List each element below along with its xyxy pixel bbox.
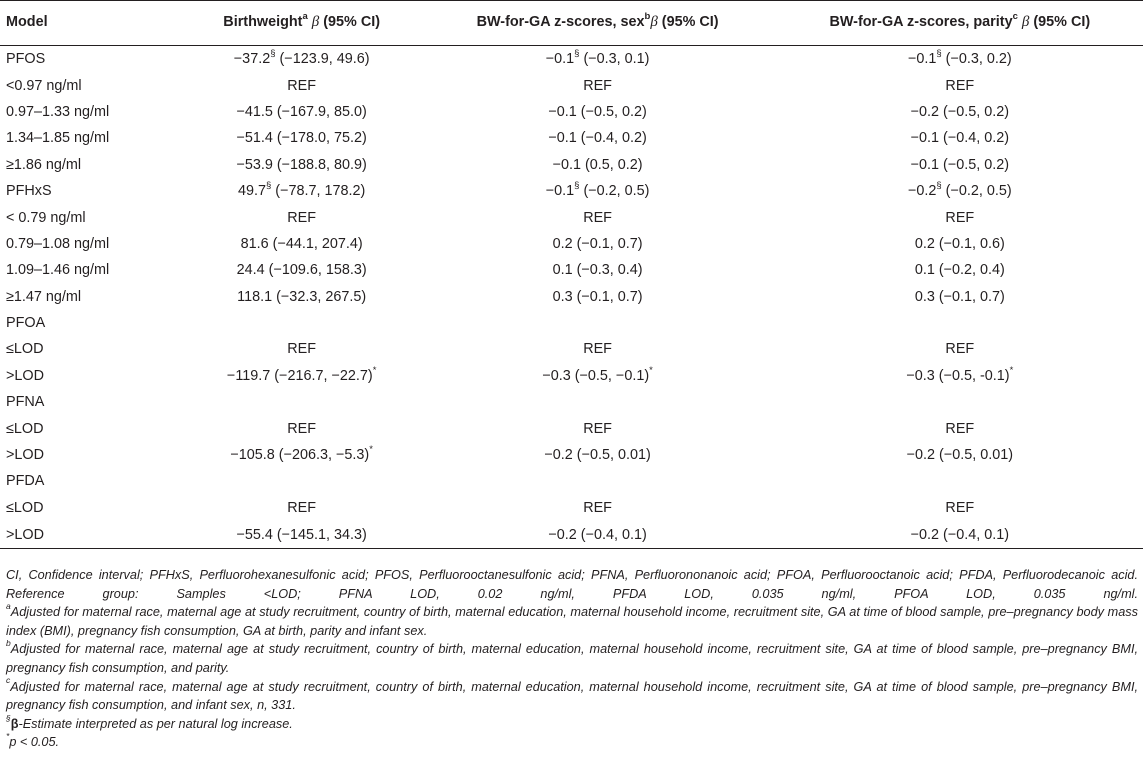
cell-birthweight-value: 118.1 (−32.3, 267.5) (237, 288, 367, 305)
footnote-a (6, 600, 1138, 640)
cell-sex-value: −0.1 (−0.4, 0.2) (548, 130, 647, 147)
cell-sex-value: −0.1 (−0.5, 0.2) (548, 103, 647, 120)
footnote-a-text: Adjusted for maternal race, maternal age at study recruitment, country of birth, maternal education, maternal household income, recruitment site, GA at time of blood sample, pre–pregnancy body mass index (BMI), pregnancy fish consumption, GA at birth, parity and infant sex. (6, 605, 1138, 638)
cell-birthweight (185, 495, 419, 521)
cell-parity (777, 72, 1143, 98)
cell-sex-footnote-mark: * (649, 365, 653, 377)
header-sex-footnote-mark: b (644, 10, 651, 22)
header-model-label: Model (6, 14, 48, 30)
cell-birthweight (185, 284, 419, 310)
cell-parity-value: REF (945, 420, 975, 437)
cell-parity-footnote-mark: § (936, 48, 942, 60)
table-row (0, 152, 1143, 178)
footnote-abbreviations (6, 566, 1138, 603)
header-parity (777, 1, 1143, 46)
cell-parity-value: 0.2 (−0.1, 0.6) (914, 235, 1005, 252)
cell-parity-ci: (−0.3, 0.2) (941, 51, 1012, 68)
cell-model: <0.97 ng/ml (6, 77, 82, 94)
cell-sex-value: REF (583, 341, 612, 358)
footnote-p-text: p < 0.05. (9, 735, 60, 750)
cell-birthweight (185, 46, 419, 73)
cell-parity (777, 363, 1143, 389)
cell-parity (777, 152, 1143, 178)
cell-sex (419, 468, 777, 494)
table-row (0, 231, 1143, 257)
cell-birthweight (185, 442, 419, 468)
cell-parity (777, 389, 1143, 415)
table-row (0, 521, 1143, 549)
cell-birthweight-value: 49.7 (237, 183, 266, 200)
cell-sex (419, 125, 777, 151)
cell-birthweight (185, 389, 419, 415)
cell-parity (777, 442, 1143, 468)
cell-parity-value: −0.1 (−0.5, 0.2) (910, 156, 1010, 173)
cell-sex-value: REF (583, 77, 612, 94)
footnote-c (6, 675, 1138, 715)
cell-model: >LOD (6, 367, 44, 384)
cell-sex (419, 389, 777, 415)
cell-parity (777, 468, 1143, 494)
table-row (0, 415, 1143, 441)
cell-birthweight-value: −37.2 (233, 51, 271, 68)
cell-sex (419, 336, 777, 362)
cell-parity-value: REF (945, 77, 975, 94)
cell-parity-value: REF (945, 499, 975, 516)
cell-model: PFNA (6, 394, 45, 411)
cell-parity (777, 99, 1143, 125)
cell-birthweight-value: REF (287, 77, 317, 94)
cell-birthweight (185, 310, 419, 336)
table-row (0, 310, 1143, 336)
cell-sex (419, 178, 777, 204)
cell-model: ≥1.47 ng/ml (6, 288, 82, 305)
footnote-p (6, 733, 1138, 752)
cell-parity-value: −0.3 (−0.5, -0.1) (906, 367, 1010, 384)
cell-model: ≤LOD (6, 499, 44, 516)
header-sex-beta: β (650, 13, 658, 30)
cell-birthweight (185, 336, 419, 362)
footnote-c-text: Adjusted for maternal race, maternal age at study recruitment, country of birth, maternal education, maternal household income, recruitment site, GA at time of blood sample, pre–pregnancy BMI, pregnancy fish consumption, and infant sex, n, 331. (6, 679, 1138, 713)
cell-birthweight (185, 415, 419, 441)
cell-parity (777, 495, 1143, 521)
cell-birthweight (185, 125, 419, 151)
header-model (0, 1, 185, 46)
cell-birthweight (185, 99, 419, 125)
header-birthweight-footnote-mark: a (302, 10, 308, 22)
cell-sex-value: 0.3 (−0.1, 0.7) (552, 288, 643, 305)
table-row (0, 257, 1143, 283)
cell-birthweight-value: REF (287, 341, 317, 358)
cell-model: < 0.79 ng/ml (6, 209, 86, 226)
header-birthweight-label: Birthweight (223, 13, 303, 30)
footnote-a-mark: a (6, 600, 11, 611)
cell-birthweight (185, 204, 419, 230)
footnote-section-text: -Estimate interpreted as per natural log increase. (18, 716, 293, 731)
cell-birthweight (185, 363, 419, 389)
header-sex (419, 1, 777, 46)
cell-birthweight-footnote-mark: * (369, 444, 373, 456)
cell-model: PFDA (6, 473, 45, 490)
cell-sex (419, 310, 777, 336)
cell-model: ≥1.86 ng/ml (6, 156, 82, 173)
cell-sex-ci: (−0.2, 0.5) (579, 183, 650, 200)
cell-birthweight-value: REF (287, 420, 317, 437)
cell-sex-value: −0.1 (545, 51, 575, 68)
cell-sex (419, 257, 777, 283)
cell-sex-value: −0.2 (−0.5, 0.01) (544, 447, 651, 464)
cell-model: 0.97–1.33 ng/ml (6, 103, 110, 120)
cell-parity-value: REF (945, 209, 975, 226)
cell-sex (419, 415, 777, 441)
cell-birthweight-value: −119.7 (−216.7, −22.7) (226, 367, 373, 384)
table-row (0, 178, 1143, 204)
table-footnotes (6, 566, 1138, 752)
cell-birthweight-value: −51.4 (−178.0, 75.2) (236, 130, 367, 147)
table-header-row (0, 1, 1143, 46)
cell-parity (777, 231, 1143, 257)
table-row (0, 204, 1143, 230)
cell-sex-value: REF (583, 499, 612, 516)
cell-birthweight-value: −53.9 (−188.8, 80.9) (236, 156, 367, 173)
cell-parity-value: −0.2 (907, 183, 937, 200)
cell-birthweight (185, 257, 419, 283)
header-parity-label: BW-for-GA z-scores, parity (829, 13, 1013, 30)
footnote-p-mark: * (6, 731, 10, 742)
cell-parity (777, 46, 1143, 73)
table-row (0, 99, 1143, 125)
table-body (0, 46, 1143, 549)
header-parity-ci: (95% CI) (1033, 13, 1091, 30)
cell-sex-footnote-mark: § (574, 48, 580, 60)
footnote-abbreviations-text: CI, Confidence interval; PFHxS, Perfluorohexanesulfonic acid; PFOS, Perfluorooctanesulfonic acid; PFNA, Perfluorononanoic acid; PFOA, Perfluorooctanoic acid; PFDA, Perfluorodecanoic acid. Reference group: Samples <LOD; PFNA LOD, 0.02 ng/ml, PFDA LOD, 0.035 ng/ml, PFOA LOD, 0.035 ng/ml. (6, 568, 1138, 601)
cell-sex-value: 0.1 (−0.3, 0.4) (552, 262, 643, 279)
cell-sex-value: −0.2 (−0.4, 0.1) (548, 526, 647, 543)
cell-model: PFOA (6, 315, 46, 332)
cell-sex (419, 72, 777, 98)
header-parity-beta: β (1021, 13, 1030, 30)
cell-sex-ci: (−0.3, 0.1) (579, 51, 650, 68)
cell-model: 0.79–1.08 ng/ml (6, 235, 110, 252)
cell-parity (777, 415, 1143, 441)
cell-parity-footnote-mark: § (936, 180, 942, 192)
header-sex-label: BW-for-GA z-scores, sex (476, 13, 645, 30)
cell-parity-value: −0.2 (−0.5, 0.2) (910, 103, 1010, 120)
footnote-b-mark: b (6, 638, 11, 649)
cell-parity (777, 178, 1143, 204)
cell-parity (777, 257, 1143, 283)
cell-sex (419, 152, 777, 178)
table-row (0, 363, 1143, 389)
cell-sex-footnote-mark: § (574, 180, 580, 192)
cell-sex (419, 363, 777, 389)
cell-sex-value: −0.3 (−0.5, −0.1) (542, 367, 650, 384)
cell-birthweight (185, 521, 419, 549)
cell-model: 1.09–1.46 ng/ml (6, 262, 110, 279)
cell-parity-value: −0.1 (907, 51, 937, 68)
cell-parity-value: REF (945, 341, 975, 358)
cell-parity (777, 204, 1143, 230)
cell-model: PFOS (6, 51, 46, 68)
cell-sex (419, 99, 777, 125)
cell-birthweight (185, 152, 419, 178)
cell-sex (419, 46, 777, 73)
table-row (0, 468, 1143, 494)
cell-sex (419, 284, 777, 310)
cell-birthweight-value: −41.5 (−167.9, 85.0) (236, 103, 367, 120)
cell-parity-value: 0.3 (−0.1, 0.7) (914, 288, 1005, 305)
cell-parity-footnote-mark: * (1009, 365, 1014, 377)
table-row (0, 46, 1143, 73)
header-parity-footnote-mark: c (1012, 10, 1018, 22)
cell-model: 1.34–1.85 ng/ml (6, 130, 110, 147)
cell-parity-value: −0.1 (−0.4, 0.2) (910, 130, 1010, 147)
footnote-section-beta: β (10, 716, 19, 731)
cell-parity-ci: (−0.2, 0.5) (941, 183, 1012, 200)
cell-birthweight-value: −55.4 (−145.1, 34.3) (236, 526, 367, 543)
cell-sex (419, 204, 777, 230)
cell-model: PFHxS (6, 183, 52, 200)
cell-birthweight-value: REF (287, 499, 317, 516)
cell-birthweight (185, 72, 419, 98)
footnote-b (6, 640, 1138, 677)
header-birthweight-beta: β (311, 13, 320, 30)
table-row (0, 442, 1143, 468)
cell-birthweight-footnote-mark: § (270, 48, 276, 60)
cell-birthweight-value: 24.4 (−109.6, 158.3) (236, 262, 367, 279)
cell-parity (777, 336, 1143, 362)
cell-birthweight (185, 231, 419, 257)
cell-sex (419, 442, 777, 468)
cell-model: >LOD (0, 521, 185, 549)
cell-parity-value: −0.2 (−0.4, 0.1) (910, 526, 1010, 543)
cell-birthweight-footnote-mark: § (266, 180, 272, 192)
cell-birthweight-value: −105.8 (−206.3, −5.3) (230, 447, 370, 464)
cell-birthweight-value: 81.6 (−44.1, 207.4) (240, 235, 363, 252)
cell-parity (777, 284, 1143, 310)
cell-parity-value: 0.1 (−0.2, 0.4) (914, 262, 1005, 279)
cell-parity (777, 310, 1143, 336)
footnote-c-mark: c (6, 675, 11, 686)
header-birthweight-ci: (95% CI) (323, 13, 381, 30)
cell-sex-value: REF (583, 420, 612, 437)
table-row (0, 72, 1143, 98)
cell-birthweight-footnote-mark: * (372, 365, 377, 377)
footnote-b-text: Adjusted for maternal race, maternal age at study recruitment, country of birth, maternal education, maternal household income, recruitment site, GA at time of blood sample, pre–pregnancy BMI, pregnancy fish consumption, and parity. (6, 642, 1138, 675)
footnote-section (6, 712, 1138, 734)
header-sex-ci: (95% CI) (661, 13, 719, 30)
cell-sex-value: −0.1 (545, 183, 575, 200)
cell-model: ≤LOD (6, 341, 44, 358)
footnote-section-mark: § (6, 712, 11, 723)
cell-parity (777, 125, 1143, 151)
cell-parity (777, 521, 1143, 549)
cell-birthweight-value: REF (287, 209, 317, 226)
cell-birthweight-ci: (−78.7, 178.2) (271, 183, 366, 200)
cell-model: ≤LOD (6, 420, 44, 437)
cell-sex (419, 521, 777, 549)
table-row (0, 389, 1143, 415)
header-birthweight (185, 1, 419, 46)
cell-birthweight (185, 468, 419, 494)
cell-sex-value: −0.1 (0.5, 0.2) (552, 156, 643, 173)
cell-sex (419, 495, 777, 521)
cell-birthweight-ci: (−123.9, 49.6) (275, 51, 370, 68)
cell-sex-value: 0.2 (−0.1, 0.7) (552, 235, 643, 252)
cell-parity-value: −0.2 (−0.5, 0.01) (906, 447, 1014, 464)
table-row (0, 336, 1143, 362)
table-row (0, 284, 1143, 310)
table-row (0, 495, 1143, 521)
cell-sex-value: REF (583, 209, 612, 226)
table-row (0, 125, 1143, 151)
cell-model: >LOD (6, 447, 44, 464)
cell-sex (419, 231, 777, 257)
cell-birthweight (185, 178, 419, 204)
